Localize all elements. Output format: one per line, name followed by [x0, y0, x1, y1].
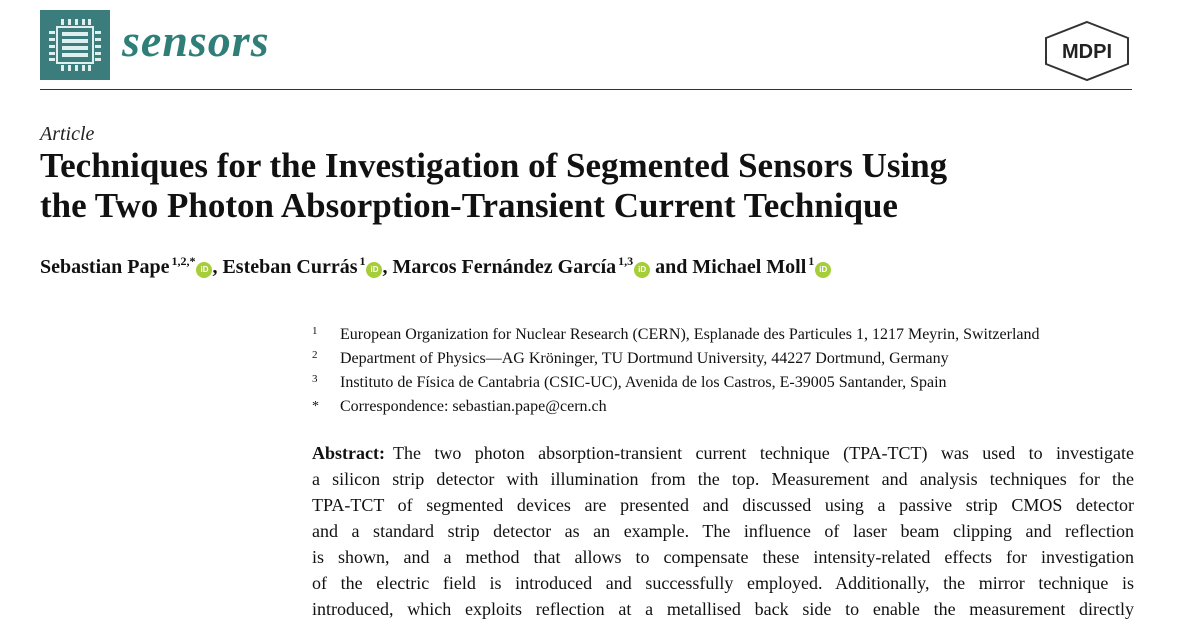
orcid-icon[interactable]: iD	[196, 262, 212, 278]
author-affiliation-marks: 1	[808, 254, 815, 268]
correspondence-mark: *	[312, 399, 319, 414]
chip-icon	[40, 10, 110, 80]
author-name[interactable]: Marcos Fernández García	[392, 256, 617, 278]
author-name[interactable]: Michael Moll	[692, 256, 807, 278]
abstract-line: is shown, and a method that allows to compensate these intensity-related effects for investigation	[312, 547, 1134, 567]
abstract-text: The two photon absorption-transient current technique (TPA-TCT) was used to investigate	[392, 443, 1134, 463]
journal-header	[40, 10, 1132, 90]
author-list	[40, 254, 831, 279]
author-name[interactable]: Esteban Currás	[222, 256, 358, 278]
journal-logo[interactable]	[40, 10, 110, 80]
author-affiliation-marks: 1,2,*	[171, 254, 196, 268]
mdpi-logo[interactable]	[1042, 20, 1132, 82]
abstract-line: and a standard strip detector as an example. The influence of laser beam clipping and reflection	[312, 521, 1134, 541]
journal-name[interactable]: sensors	[122, 15, 270, 66]
orcid-icon[interactable]: iD	[366, 262, 382, 278]
abstract-line: TPA-TCT of segmented devices are presented and discussed using a passive strip CMOS detector	[312, 495, 1134, 515]
abstract-label: Abstract:	[312, 443, 385, 463]
affiliation-number: 3	[312, 373, 318, 385]
author-separator: ,	[382, 256, 388, 278]
affiliation-number: 1	[312, 325, 318, 337]
orcid-icon[interactable]: iD	[634, 262, 650, 278]
article-type: Article	[40, 123, 95, 145]
affiliation-text: Instituto de Física de Cantabria (CSIC-UC), Avenida de los Castros, E-39005 Santander, Spain	[340, 374, 947, 391]
orcid-icon[interactable]: iD	[815, 262, 831, 278]
author-affiliation-marks: 1,3	[618, 254, 634, 268]
author-affiliation-marks: 1	[359, 254, 366, 268]
abstract	[312, 440, 1134, 622]
author-separator: ,	[212, 256, 218, 278]
abstract-line: introduced, which exploits reflection at a metallised back side to enable the measurement directly	[312, 599, 1134, 619]
title-line: the Two Photon Absorption-Transient Current Technique	[40, 186, 898, 225]
abstract-line: of the electric field is introduced and successfully employed. Additionally, the mirror technique is	[312, 573, 1134, 593]
header-divider	[40, 89, 1132, 90]
title-line: Techniques for the Investigation of Segmented Sensors Using	[40, 146, 948, 185]
publisher-name: MDPI	[1062, 41, 1112, 63]
correspondence-text[interactable]: Correspondence: sebastian.pape@cern.ch	[340, 398, 607, 415]
affiliation-text: European Organization for Nuclear Research (CERN), Esplanade des Particules 1, 1217 Meyrin, Switzerland	[340, 326, 1040, 343]
affiliation-text: Department of Physics—AG Kröninger, TU Dortmund University, 44227 Dortmund, Germany	[340, 350, 949, 367]
abstract-line: a silicon strip detector with illumination from the top. Measurement and analysis techniques for the	[312, 469, 1134, 489]
affiliation-number: 2	[312, 349, 318, 361]
author-name[interactable]: Sebastian Pape	[40, 256, 170, 278]
abstract-line	[312, 440, 1134, 466]
author-separator: and	[650, 256, 688, 278]
article-title	[40, 146, 1140, 226]
